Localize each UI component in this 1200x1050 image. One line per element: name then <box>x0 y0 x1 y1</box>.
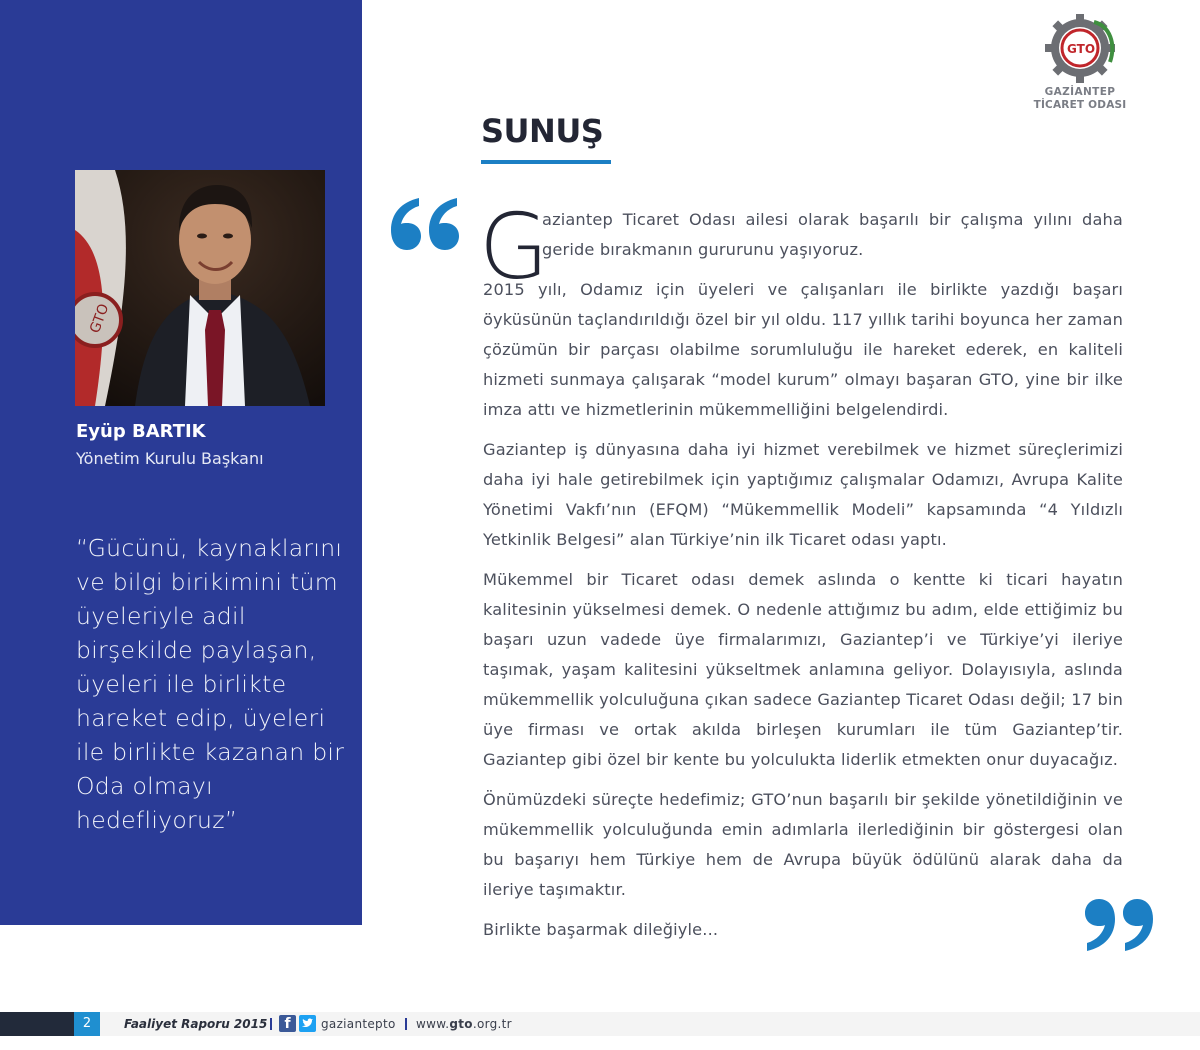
drop-cap: G <box>479 195 549 300</box>
logo-line-1: GAZİANTEP <box>1044 86 1116 98</box>
website-link[interactable] <box>416 1017 512 1031</box>
footer-divider <box>270 1018 272 1030</box>
footer-divider <box>405 1018 407 1030</box>
open-quote-icon <box>389 196 461 256</box>
page-number: 2 <box>74 1012 100 1036</box>
paragraph-2: 2015 yılı, Odamız için üyeleri ve çalışanları ile birlikte yazdığı başarı öyküsünün taçlandırıldığı özel bir yıl oldu. 117 yıllık tarihi boyunca her zaman çözümün bir parçası olabilme sorumluluğu ile hareket ederek, en kaliteli hizmeti sunmaya çalışarak “model kurum” olmayı başaran GTO, yine bir ilke imza attı ve hizmetlerinin mükemmelliğini belgelendirdi. <box>483 280 1123 419</box>
website-suffix: .org.tr <box>472 1017 512 1031</box>
social-handle[interactable]: gaziantepto <box>321 1017 396 1031</box>
paragraph-closing: Birlikte başarmak dileğiyle... <box>483 920 719 939</box>
page-title: SUNUŞ <box>481 112 604 150</box>
president-photo <box>75 170 325 406</box>
facebook-icon[interactable]: f <box>279 1015 296 1032</box>
portrait-illustration <box>75 170 325 406</box>
twitter-icon[interactable] <box>299 1015 316 1032</box>
paragraph-3: Gaziantep iş dünyasına daha iyi hizmet verebilmek ve hizmet süreçlerimizi daha iyi hale getirebilmek için yaptığımız çalışmalar Odamızı, Avrupa Kalite Yönetimi Vakfı’nın (EFQM) “Mükemmellik Modeli” kapsamında “4 Yıldızlı Yetkinlik Belgesi” alan Türkiye’nin ilk Ticaret odası yaptı. <box>483 440 1123 549</box>
president-name: Eyüp BARTIK <box>76 421 206 442</box>
svg-text:GTO: GTO <box>87 301 113 336</box>
paragraph-5: Önümüzdeki süreçte hedefimiz; GTO’nun başarılı bir şekilde yönetildiğinin ve mükemmellik yolculuğunda emin adımlarla ilerlediğinin bir göstergesi olan bu başarıyı hem Türkiye hem de Avrupa büyük ödülünü alarak daha da ileriye taşımaktır. <box>483 790 1123 899</box>
website-domain: gto <box>449 1017 473 1031</box>
paragraph-1: aziantep Ticaret Odası ailesi olarak başarılı bir çalışma yılını daha geride bırakmanın gururunu yaşıyoruz. <box>542 210 1123 259</box>
logo-emblem-text: GTO <box>1067 42 1096 56</box>
gear-emblem-icon <box>1030 14 1130 86</box>
report-title: Faaliyet Raporu 2015 <box>124 1017 268 1031</box>
paragraph-4: Mükemmel bir Ticaret odası demek aslında o kentte ki ticari hayatın kalitesinin yükselmesi demek. O nedenle attığımız bu adım, elde ettiğimiz bu başarı uzun vadede üye firmalarımızı, Gaziantep’i ve Türkiye’yi ileriye taşımak, yaşam kalitesini yükseltmek anlamına geliyor. Dolayısıyla, aslında mükemmellik yolculuğuna çıkan sadece Gaziantep Ticaret Odası değil; 17 bin üye firması ve ortak akılda birleşen kurumları ile tüm Gaziantep’tir. Gaziantep gibi özel bir kente bu yolculukta liderlik etmekten onur duyacağız. <box>483 570 1123 769</box>
president-role: Yönetim Kurulu Başkanı <box>76 449 264 468</box>
logo-line-2: TİCARET ODASI <box>1033 99 1127 111</box>
title-underline <box>481 160 611 164</box>
footer-dark-block <box>0 1012 74 1036</box>
pull-quote: “Gücünü, kaynaklarını ve bilgi birikimini tüm üyeleriyle adil birşekilde paylaşan, üyeleri ile birlikte hareket edip, üyeleri ile birlikte kazanan bir Oda olmayı hedefliyoruz” <box>76 534 345 834</box>
website-prefix: www. <box>416 1017 450 1031</box>
